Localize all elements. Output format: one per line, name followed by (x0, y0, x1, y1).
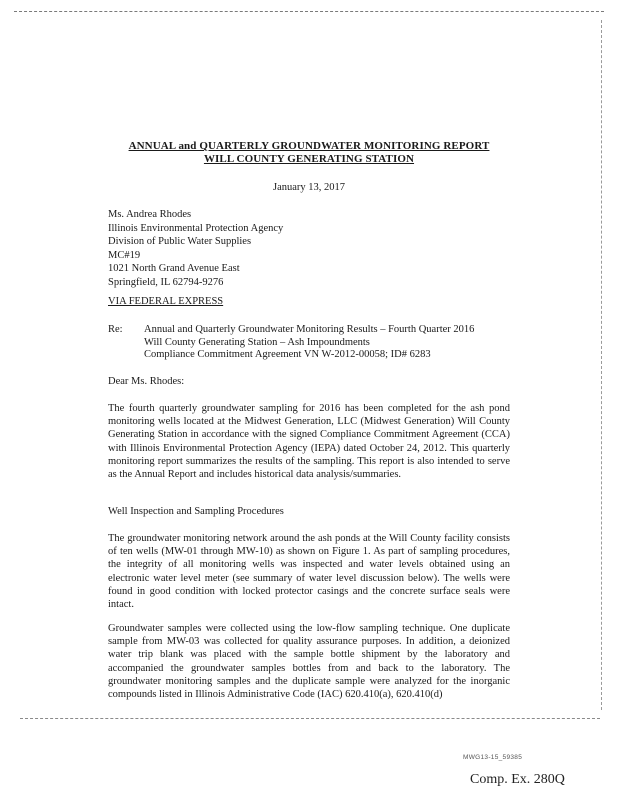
paragraph-sampling: Groundwater samples were collected using the low-flow sampling technique. One duplicate sample from MW-03 was collected for quality assurance purposes. In addition, a deionized water trip blank was placed with the sample bottle shipment by the laboratory and accompanied the groundwater samples bottles from and back to the laboratory. The groundwater monitoring samples and the duplicate sample were analyzed for the inorganic compounds listed in Illinois Administrative Code (IAC) 620.410(a), 620.410(d) (108, 623, 510, 701)
paragraph-network: The groundwater monitoring network around the ash ponds at the Will County facility consists of ten wells (MW-01 through MW-10) as shown on Figure 1. As part of sampling procedures, the integrity of all monitoring wells was inspected and water levels obtained using an electronic water level meter (see summary of water level discussion below). The wells were found in good condition with locked protector casings and the concrete surface seals were intact. (108, 533, 510, 611)
re-line: Will County Generating Station – Ash Impoundments (144, 336, 370, 348)
address-line: 1021 North Grand Avenue East (108, 263, 240, 275)
scan-edge-right (601, 20, 602, 710)
re-line: Compliance Commitment Agreement VN W-2012-00058; ID# 6283 (144, 349, 431, 360)
address-line: Ms. Andrea Rhodes (108, 209, 192, 220)
re-label: Re: (108, 324, 123, 335)
report-title-line2: WILL COUNTY GENERATING STATION (203, 153, 415, 165)
salutation: Dear Ms. Rhodes: (108, 376, 185, 387)
address-line: Illinois Environmental Protection Agency (108, 222, 284, 234)
exhibit-stamp: Comp. Ex. 280Q (470, 772, 565, 787)
paragraph-intro: The fourth quarterly groundwater sampling for 2016 has been completed for the ash pond monitoring wells located at the Midwest Generation, LLC (Midwest Generation) Will County Generating Station in accordance with the signed Compliance Commitment Agreement (CCA) with Illinois Environmental Protection Agency (IEPA) dated October 24, 2012. This quarterly monitoring report summarizes the results of the sampling. This report is also intended to serve as the Annual Report and includes historical data analysis/summaries. (108, 403, 510, 481)
letter-date: January 13, 2017 (272, 182, 346, 193)
re-line: Annual and Quarterly Groundwater Monitoring Results – Fourth Quarter 2016 (144, 324, 475, 335)
address-line: MC#19 (108, 249, 141, 261)
bates-number: MWG13-15_59385 (463, 754, 523, 761)
scan-edge-top (14, 11, 604, 12)
delivery-method: VIA FEDERAL EXPRESS (108, 296, 224, 307)
scan-edge-bottom (20, 718, 600, 719)
address-line: Division of Public Water Supplies (108, 236, 252, 248)
address-line: Springfield, IL 62794-9276 (108, 276, 224, 288)
recipient-address (108, 208, 283, 290)
report-title-line1: ANNUAL and QUARTERLY GROUNDWATER MONITORING REPORT (128, 140, 490, 152)
re-subject (144, 324, 474, 362)
section-heading: Well Inspection and Sampling Procedures (108, 506, 284, 517)
